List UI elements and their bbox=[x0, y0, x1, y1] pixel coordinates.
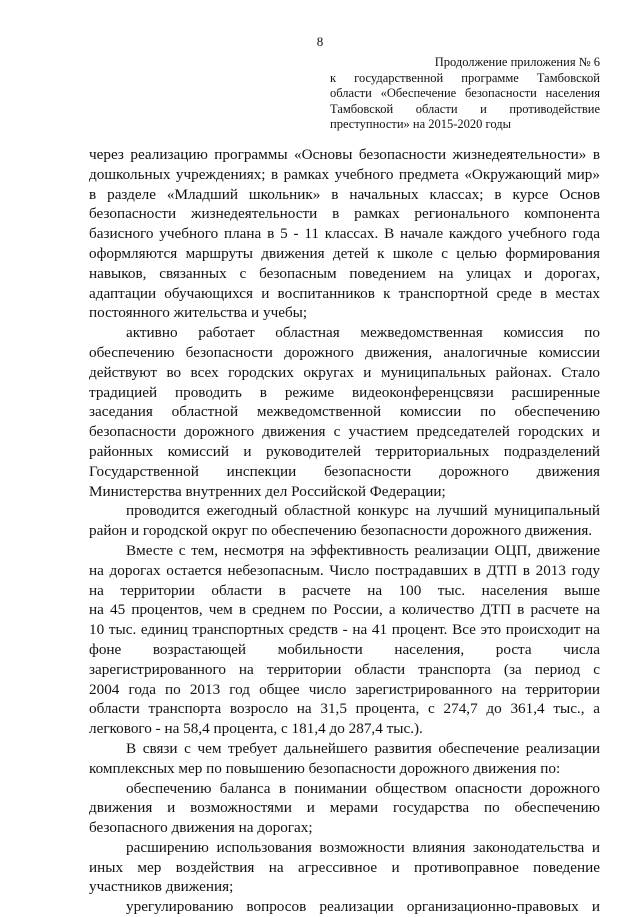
text-line: навыков, связанных с безопасным поведением на улицах и дорогах, bbox=[89, 264, 600, 282]
document-body bbox=[89, 145, 600, 917]
text-line: обеспечению безопасности дорожного движения, аналогичные комиссии bbox=[89, 343, 600, 361]
text-line: комплексных мер по повышению безопасности дорожного движения по: bbox=[89, 759, 561, 777]
text-line: фоне возрастающей мобильности населения, роста числа bbox=[89, 640, 600, 658]
paragraph bbox=[89, 145, 600, 323]
paragraph bbox=[89, 739, 600, 779]
text-line: проводится ежегодный областной конкурс на лучший муниципальный bbox=[126, 502, 600, 520]
text-line: безопасности дорожного движения с участием председателей городских и bbox=[89, 423, 600, 441]
text-line: расширению использования возможности влияния законодательства и bbox=[126, 838, 600, 856]
text-line: базисного учебного плана в 5 - 11 классах. В начале каждого учебного года bbox=[89, 225, 600, 243]
text-line: урегулированию вопросов реализации организационно-правовых и bbox=[126, 898, 600, 916]
text-line: Министерства внутренних дел Российской Федерации; bbox=[89, 482, 446, 500]
text-line: безопасности жизнедеятельности в рамках регионального компонента bbox=[89, 205, 600, 223]
appendix-line: Тамбовской области и противодействие bbox=[330, 101, 600, 116]
text-line: иных мер воздействия на агрессивное и противоправное поведение bbox=[89, 858, 600, 876]
text-line: действуют во всех городских округах и муниципальных районах. Стало bbox=[89, 363, 600, 381]
appendix-line: преступности» на 2015-2020 годы bbox=[330, 117, 512, 131]
appendix-line: области «Обеспечение безопасности населения bbox=[330, 86, 600, 100]
text-line: на 45 процентов, чем в среднем по России, а количество ДТП в расчете на bbox=[89, 601, 600, 619]
appendix-line: к государственной программе Тамбовской bbox=[330, 70, 600, 85]
appendix-header bbox=[330, 55, 600, 133]
paragraph bbox=[89, 501, 600, 541]
text-line: зарегистрированного на территории области транспорта (за период с bbox=[89, 660, 600, 678]
text-line: на территории области в расчете на 100 тыс. населения выше bbox=[89, 581, 600, 599]
appendix-title: Продолжение приложения № 6 bbox=[434, 55, 600, 69]
text-line: на дорогах остается небезопасным. Число пострадавших в ДТП в 2013 году bbox=[89, 561, 600, 579]
text-line: традицией проводить в режиме видеоконференцсвязи расширенные bbox=[89, 383, 600, 401]
text-line: В связи с чем требует дальнейшего развития обеспечение реализации bbox=[126, 739, 600, 757]
text-line: безопасного движения на дорогах; bbox=[89, 819, 313, 837]
text-line: адаптации обучающихся и воспитанников к транспортной среде в местах bbox=[89, 284, 600, 302]
text-line: области транспорта возросло на 31,5 процента, с 274,7 до 361,4 тыс., а bbox=[89, 700, 600, 718]
paragraph bbox=[89, 541, 600, 739]
text-line: через реализацию программы «Основы безопасности жизнедеятельности» в bbox=[89, 146, 600, 163]
text-line: участников движения; bbox=[89, 878, 234, 896]
text-line: легкового - на 58,4 процента, с 181,4 до 287,4 тыс.). bbox=[89, 720, 423, 738]
paragraph bbox=[89, 838, 600, 897]
page-number: 8 bbox=[316, 34, 324, 49]
text-line: постоянного жительства и учебы; bbox=[89, 304, 308, 322]
text-line: активно работает областная межведомственная комиссия по bbox=[126, 324, 600, 342]
text-line: Вместе с тем, несмотря на эффективность реализации ОЦП, движение bbox=[126, 541, 600, 559]
text-line: обеспечению баланса в понимании обществом опасности дорожного bbox=[126, 779, 600, 797]
text-line: движения и возможностями и мерами государства по обеспечению bbox=[89, 799, 600, 817]
text-line: в разделе «Младший школьник» в начальных классах; в курсе Основ bbox=[89, 185, 600, 203]
text-line: дошкольных учреждениях; в рамках учебного предмета «Окружающий мир» bbox=[89, 165, 600, 183]
text-line: 2004 года по 2013 год общее число зарегистрированного на территории bbox=[89, 680, 600, 698]
text-line: районных комиссий и руководителей территориальных подразделений bbox=[89, 442, 600, 460]
text-line: заседания областной межведомственной комиссии по обеспечению bbox=[89, 403, 600, 421]
text-line: 10 тыс. единиц транспортных средств - на 41 процент. Все это происходит на bbox=[89, 621, 600, 639]
text-line: Государственной инспекции безопасности дорожного движения bbox=[89, 462, 600, 480]
paragraph bbox=[89, 323, 600, 501]
text-line: оформляются маршруты движения детей к школе с целью формирования bbox=[89, 244, 600, 262]
paragraph bbox=[89, 897, 600, 917]
text-line: район и городской округ по обеспечению безопасности дорожного движения. bbox=[89, 522, 593, 540]
paragraph bbox=[89, 779, 600, 838]
